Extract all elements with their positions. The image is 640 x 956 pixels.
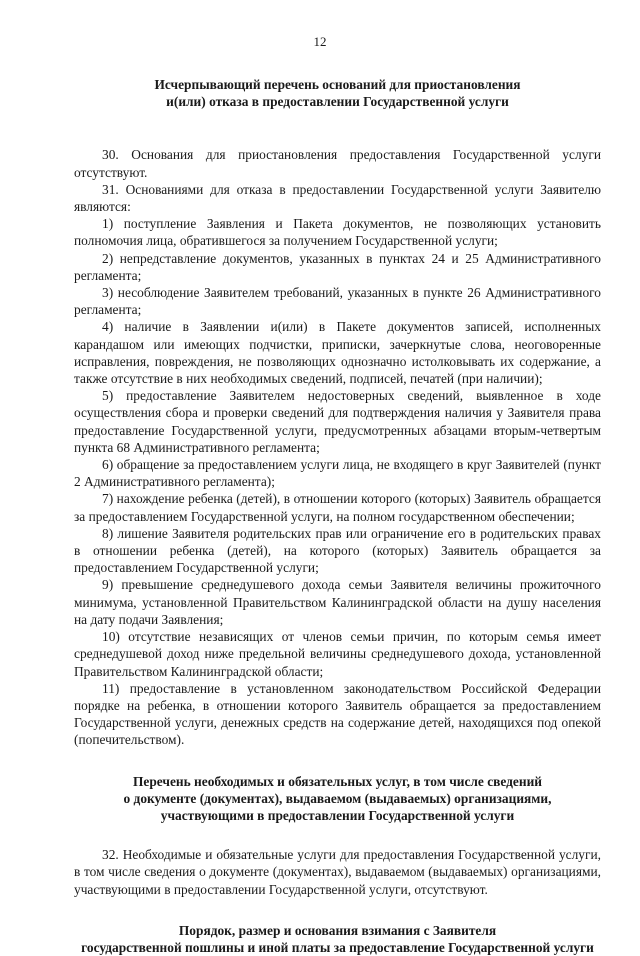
heading-line: и(или) отказа в предоставлении Государственной услуги	[166, 94, 509, 110]
section-heading-suspension-grounds	[74, 76, 601, 110]
list-item-2: 2) непредставление документов, указанных в пунктах 24 и 25 Административного регламента;	[74, 250, 601, 283]
paragraph-32: 32. Необходимые и обязательные услуги для предоставления Государственной услуги, в том числе сведения о документе (документах), выдаваемом (выдаваемых) организациями, участвующими в предоставлении Государственной услуги, отсутствуют.	[74, 847, 601, 897]
list-item-5: 5) предоставление Заявителем недостоверных сведений, выявленное в ходе осуществления сбора и проверки сведений для подтверждения наличия у Заявителя права предоставление Государственной услуги, предусмотренных абзацами вторым-четвертым пункта 68 Административного регламента;	[74, 388, 601, 455]
heading-line: Исчерпывающий перечень оснований для приостановления	[154, 77, 521, 92]
paragraph-31: 31. Основаниями для отказа в предоставлении Государственной услуги Заявителю являются:	[74, 181, 601, 215]
section-heading-fees	[74, 922, 601, 956]
list-item-3: 3) несоблюдение Заявителем требований, указанных в пункте 26 Административного регламента;	[74, 285, 601, 318]
list-item-10: 10) отсутствие независящих от членов семьи причин, по которым семья имеет среднедушевой доход ниже предельной величины среднедушевого дохода, установленной Правительством Калининградской области;	[74, 629, 601, 679]
list-item-6: 6) обращение за предоставлением услуги лица, не входящего в круг Заявителей (пункт 2 Административного регламента);	[74, 457, 601, 490]
heading-line: государственной пошлины и иной платы за предоставление Государственной услуги	[81, 939, 594, 955]
list-item-4: 4) наличие в Заявлении и(или) в Пакете документов записей, исполненных карандашом или имеющих подчистки, приписки, зачеркнутые слова, неоговоренные исправления, повреждения, не позволяющих однозначно истолковывать их содержание, а также отсутствие в них необходимых сведений, подписей, печатей (при наличии);	[74, 319, 601, 387]
heading-line: Перечень необходимых и обязательных услуг, в том числе сведений	[132, 773, 543, 789]
paragraph-30: 30. Основания для приостановления предоставления Государственной услуги отсутствуют.	[74, 147, 601, 180]
list-item-8: 8) лишение Заявителя родительских прав или ограничение его в родительских правах в отношении ребенка (детей), на которого (которых) Заявитель обращается за предоставлением Государственной услуги;	[74, 525, 601, 576]
heading-line: о документе (документах), выдаваемом (выдаваемых) организациями,	[123, 790, 552, 806]
page-number: 12	[313, 34, 327, 49]
list-item-7: 7) нахождение ребенка (детей), в отношении которого (которых) Заявитель обращается за предоставлением Государственной услуги, на полном государственном обеспечении;	[74, 491, 601, 524]
document-body	[74, 76, 601, 956]
section-heading-required-services	[74, 773, 601, 825]
list-item-1: 1) поступление Заявления и Пакета документов, не позволяющих установить полномочия лица, обратившегося за получением Государственной услуги;	[74, 216, 601, 249]
heading-line: участвующими в предоставлении Государственной услуги	[160, 807, 515, 823]
heading-line: Порядок, размер и основания взимания с Заявителя	[178, 922, 497, 938]
list-item-9: 9) превышение среднедушевого дохода семьи Заявителя величины прожиточного минимума, установленной Правительством Калининградской области на душу населения на дату подачи Заявления;	[74, 577, 601, 627]
list-item-11: 11) предоставление в установленном законодательством Российской Федерации порядке на ребенка, в отношении которого Заявитель обращается за предоставлением Государственной услуги, денежных средств на содержание детей, находящихся под опекой (попечительством).	[74, 680, 601, 748]
